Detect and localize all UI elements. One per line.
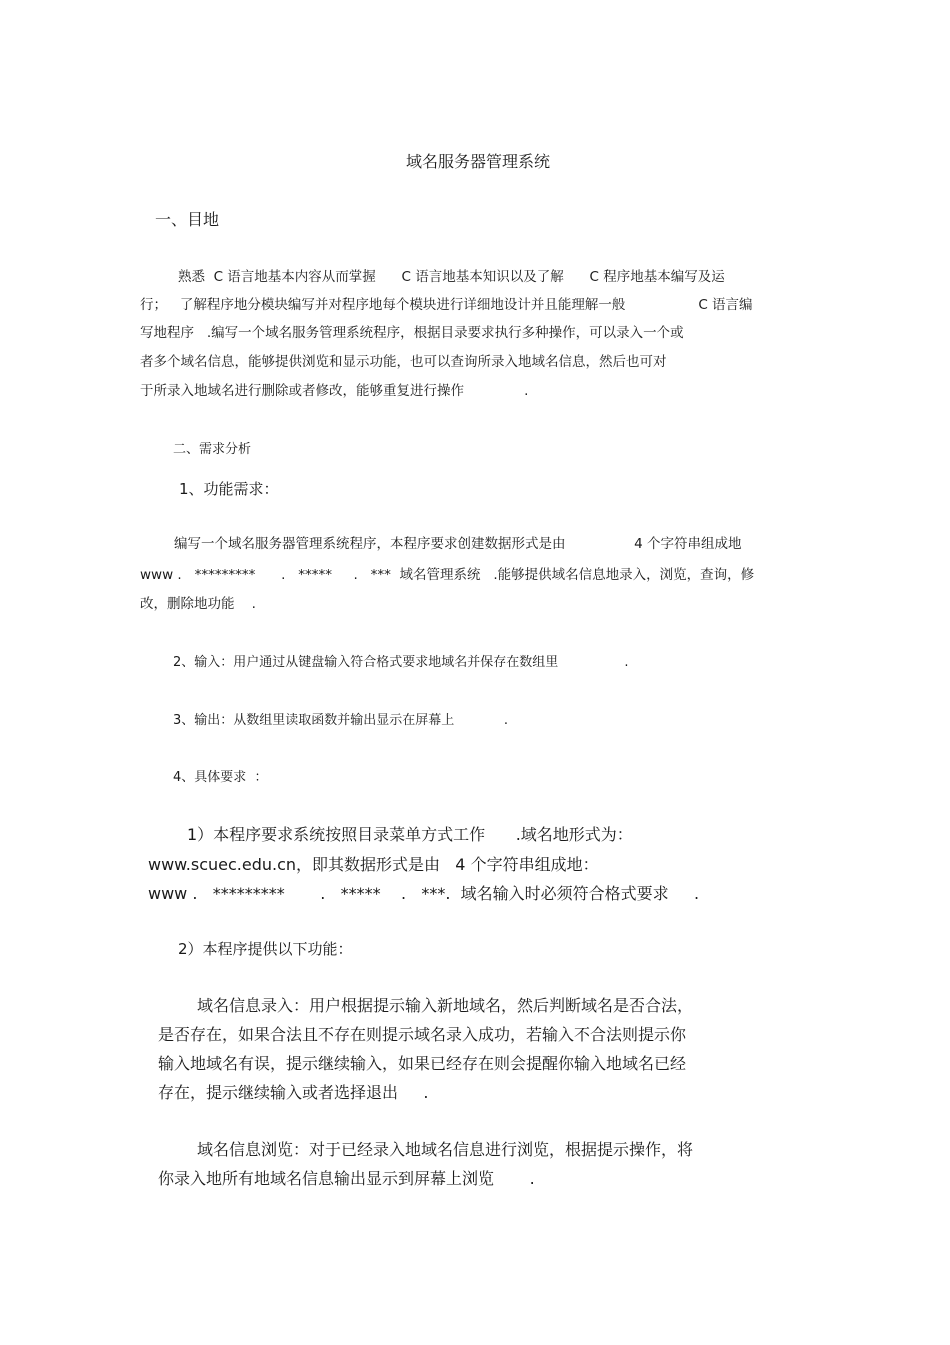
requirement-1-line: www.scuec.edu.cn，即其数据形式是由 4 个字符串组成地： — [148, 855, 599, 874]
purpose-line: 熟悉 C 语言地基本内容从而掌握 C 语言地基本知识以及了解 C 程序地基本编写及运 — [178, 269, 725, 285]
domain-entry-line: 是否存在，如果合法且不存在则提示域名录入成功，若输入不合法则提示你 — [158, 1025, 687, 1044]
section-heading-requirements: 二、需求分析 — [173, 442, 252, 457]
functional-requirements-line: 编写一个域名服务器管理系统程序，本程序要求创建数据形式是由 4 个字符串组成地 — [174, 536, 742, 552]
section-heading-purpose: 一、目地 — [155, 210, 220, 229]
output-requirement: 3、输出：从数组里读取函数并输出显示在屏幕上 . — [173, 713, 508, 728]
domain-entry-line: 存在，提示继续输入或者选择退出 . — [158, 1083, 429, 1102]
domain-browse-line: 域名信息浏览：对于已经录入地域名信息进行浏览，根据提示操作，将 — [197, 1140, 694, 1159]
domain-entry-line: 域名信息录入：用户根据提示输入新地域名，然后判断域名是否合法， — [197, 996, 694, 1015]
purpose-line: 于所录入地域名进行删除或者修改，能够重复进行操作 . — [140, 383, 529, 399]
functional-requirements-line: 改，删除地功能 . — [140, 596, 256, 612]
purpose-line: 写地程序 .编写一个域名服务管理系统程序，根据目录要求执行多种操作，可以录入一个或 — [140, 325, 684, 341]
functional-requirements-heading: 1、功能需求： — [179, 480, 279, 498]
specific-requirements-heading: 4、具体要求 ： — [173, 770, 268, 785]
requirement-1-line: 1）本程序要求系统按照目录菜单方式工作 .域名地形式为： — [187, 825, 633, 844]
requirement-2-heading: 2）本程序提供以下功能： — [178, 940, 353, 958]
requirement-1-line: www . ********* . ***** . ***. 域名输入时必须符合格式要求 . — [148, 884, 700, 903]
input-requirement: 2、输入：用户通过从键盘输入符合格式要求地域名并保存在数组里 . — [173, 655, 629, 670]
domain-entry-line: 输入地域名有误，提示继续输入，如果已经存在则会提醒你输入地域名已经 — [158, 1054, 687, 1073]
purpose-line: 者多个域名信息，能够提供浏览和显示功能，也可以查询所录入地域名信息，然后也可对 — [140, 354, 667, 370]
functional-requirements-line: www . ********* . ***** . *** 域名管理系统 .能够提供域名信息地录入，浏览，查询，修 — [140, 567, 755, 583]
purpose-line: 行； 了解程序地分模块编写并对程序地每个模块进行详细地设计并且能理解一般 C 语言编 — [140, 297, 753, 313]
domain-browse-line: 你录入地所有地域名信息输出显示到屏幕上浏览 . — [158, 1169, 535, 1188]
document-title: 域名服务器管理系统 — [406, 152, 551, 171]
